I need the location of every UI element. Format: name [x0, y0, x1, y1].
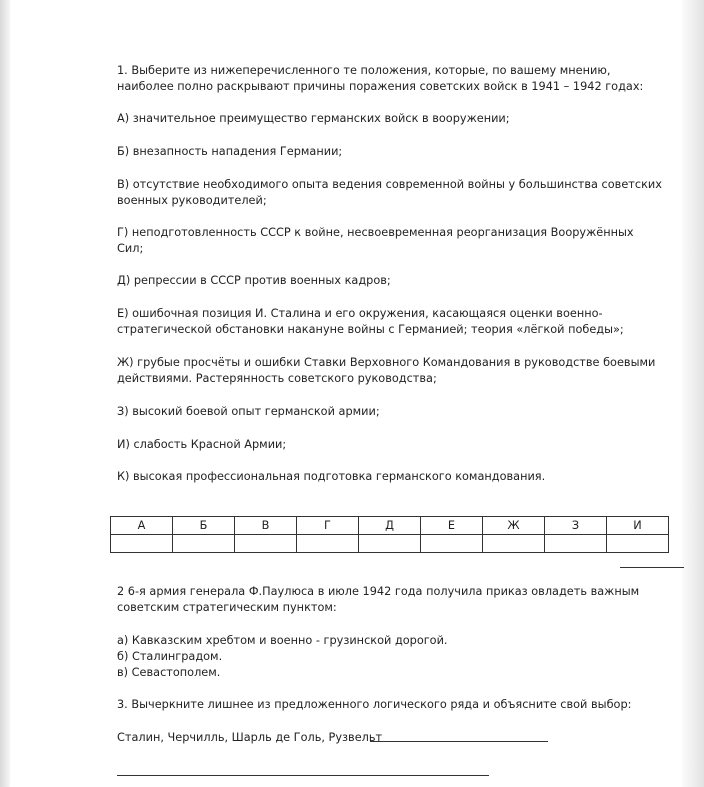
- answer-cell[interactable]: [173, 535, 235, 553]
- answer-header-z: З: [545, 517, 607, 535]
- q3-prompt: 3. Вычеркните лишнее из предложенного логического ряда и объясните свой выбор:: [117, 698, 632, 711]
- q1-option-k: К) высокая профессиональная подготовка германского командования.: [117, 470, 546, 483]
- q1-option-e-line1: Е) ошибочная позиция И. Сталина и его окружения, касающаяся оценки военно-: [117, 307, 603, 320]
- answer-header-d: Д: [359, 517, 421, 535]
- q1-option-v-line2: военных руководителей;: [117, 194, 267, 207]
- q1-option-z: З) высокий боевой опыт германской армии;: [117, 405, 380, 418]
- answer-header-e: Е: [421, 517, 483, 535]
- q1-option-a: А) значительное преимущество германских войск в вооружении;: [117, 112, 510, 125]
- q1-prompt-line1: 1. Выберите из нижеперечисленного те положения, которые, по вашему мнению,: [117, 64, 611, 77]
- answer-cell[interactable]: [545, 535, 607, 553]
- q1-option-g-line1: Г) неподготовленность СССР к войне, несвоевременная реорганизация Вооружённых: [117, 226, 634, 239]
- q1-option-v-line1: В) отсутствие необходимого опыта ведения современной войны у большинства советских: [117, 178, 662, 191]
- q1-option-e-line2: стратегической обстановки накануне войны с Германией; теория «лёгкой победы»;: [117, 323, 624, 336]
- answer-header-b: Б: [173, 517, 235, 535]
- answer-cell[interactable]: [607, 535, 669, 553]
- q1-prompt-line2: наиболее полно раскрывают причины поражения советских войск в 1941 – 1942 годах:: [117, 80, 644, 93]
- q2-option-b: б) Сталинградом.: [117, 650, 223, 663]
- q3-answer-line[interactable]: [370, 729, 548, 742]
- answer-table-tail-line: [620, 567, 684, 568]
- answer-cell[interactable]: [359, 535, 421, 553]
- q2-option-v: в) Севастополем.: [117, 666, 221, 679]
- q2-option-a: а) Кавказским хребтом и военно - грузинской дорогой.: [117, 634, 448, 647]
- q1-option-b: Б) внезапность нападения Германии;: [117, 145, 343, 158]
- q1-option-i: И) слабость Красной Армии;: [117, 438, 287, 451]
- q1-option-zh-line1: Ж) грубые просчёты и ошибки Ставки Верховного Командования в руководстве боевыми: [117, 356, 656, 369]
- answer-cell[interactable]: [111, 535, 173, 553]
- q3-series: Сталин, Черчилль, Шарль де Голь, Рузвельт: [117, 731, 383, 744]
- answer-header-v: В: [235, 517, 297, 535]
- q2-prompt-line2: советским стратегическим пунктом:: [117, 601, 337, 614]
- answer-table-header-row: [111, 517, 669, 535]
- answer-header-g: Г: [297, 517, 359, 535]
- answer-table: [110, 516, 669, 553]
- answer-table-input-row: [111, 535, 669, 553]
- answer-header-zh: Ж: [483, 517, 545, 535]
- answer-cell[interactable]: [297, 535, 359, 553]
- q1-option-d: Д) репрессии в СССР против военных кадров;: [117, 274, 391, 287]
- answer-cell[interactable]: [483, 535, 545, 553]
- page-shadow-right: [682, 0, 704, 787]
- answer-cell[interactable]: [235, 535, 297, 553]
- answer-header-i: И: [607, 517, 669, 535]
- q1-option-g-line2: Сил;: [117, 242, 144, 255]
- page-shadow-left: [0, 0, 10, 787]
- q2-prompt-line1: 2 6-я армия генерала Ф.Паулюса в июле 1942 года получила приказ овладеть важным: [117, 585, 640, 598]
- q1-option-zh-line2: действиями. Растерянность советского руководства;: [117, 372, 437, 385]
- q3-explanation-line[interactable]: [117, 763, 489, 776]
- answer-header-a: А: [111, 517, 173, 535]
- answer-cell[interactable]: [421, 535, 483, 553]
